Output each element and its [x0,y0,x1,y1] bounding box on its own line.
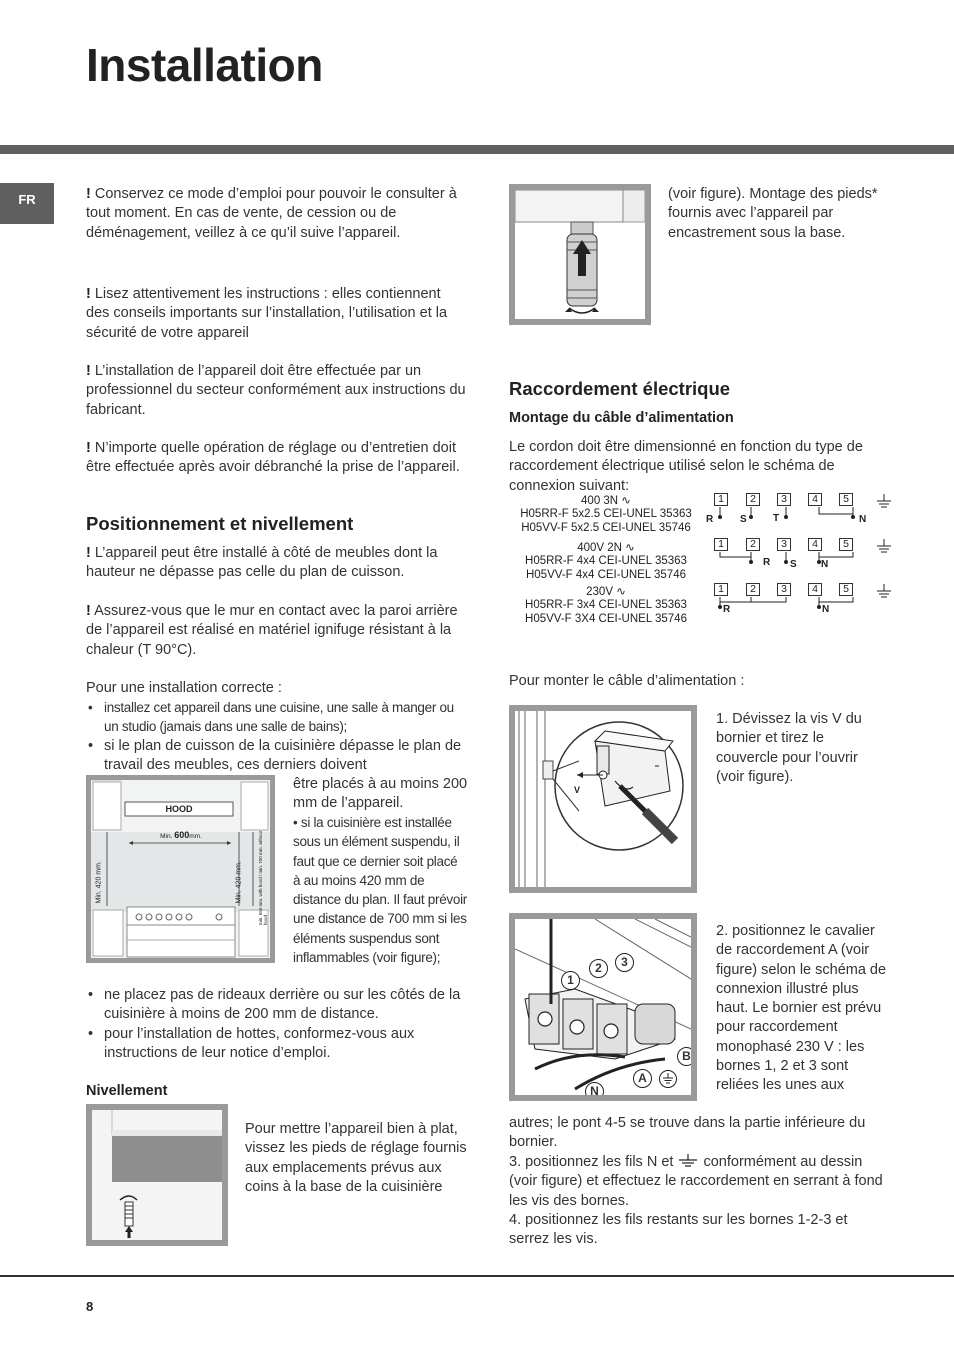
leveling-text: Pour mettre l’appareil bien à plat, vissez les pieds de réglage fournis aux emplacements prévus aux coins à la base de la cuisinière [245,1121,467,1195]
label-r-3: R [723,604,731,615]
callout-b: B [677,1047,696,1066]
wiring-1-cable-a: H05RR-F 5x2.5 CEI-UNEL 35363 [520,508,692,521]
intro-paragraph-4: ! N’importe quelle opération de réglage ou d’entretien doit être effectuée après avoir débranché la prise de l’appareil. [86,440,460,476]
foot-mounting-figure [509,184,651,325]
ground-callout-icon [659,1070,677,1088]
label-s-1: S [740,514,747,525]
label-n-3: N [822,604,830,615]
hood-label: HOOD [165,804,193,814]
callout-3: 3 [615,953,634,972]
cable-paragraph: Le cordon doit être dimensionné en fonction du type de raccordement électrique utilisé selon le schéma de connexion suivant: [509,439,863,494]
screw-v-label: V [574,785,581,795]
step-2-rest-text: autres; le pont 4-5 se trouve dans la partie inférieure du bornier. [509,1115,866,1151]
intro-paragraph-3: ! L’installation de l’appareil doit être effectuée par un professionnel du secteur conformément aux instructions du fabricant. [86,363,466,418]
bullet-1: • installez cet appareil dans une cuisine, une salle à manger ou un studio (jamais dans une salle de bains); [86,698,466,737]
terminal-cover-drawing [515,711,691,887]
intro-paragraph-1: ! Conservez ce mode d’emploi pour pouvoir le consulter à tout moment. En cas de vente, de cession ou de déménagement, veillez à ce qu’il suive l’appareil. [86,186,457,241]
language-tab: FR [0,183,54,224]
page-number: 8 [86,1299,94,1314]
wiring-spec-1 [509,495,703,535]
cable-subheading: Montage du câble d’alimentation [509,410,734,426]
label-t-1: T [773,513,780,524]
foot-mounting-text: (voir figure). Montage des pieds* fournis avec l’appareil par encastrement sous la base. [668,186,878,241]
wiring-2-cable-b: H05VV-F 4x4 CEI-UNEL 35746 [525,568,686,581]
foot-mounting-drawing [515,190,645,319]
wiring-spec-3 [509,586,703,626]
step-3-text: 3. positionnez les fils N et conformément au dessin (voir figure) et effectuez le raccordement en serrant à fond les vis des bornes. [509,1154,883,1209]
wiring-spec-2 [509,542,703,582]
terminal-block-figure [509,913,697,1101]
install-bullets-top [86,698,466,775]
step-2-side-text: 2. positionnez le cavalier de raccordement A (voir figure) selon le schéma de connexion illustré plus haut. Le bornier est prévu pour raccordement monophasé 230 V : les bornes 1, 2 et 3 sont reliées les unes aux [716,923,887,1094]
label-n-2: N [821,559,829,570]
page-title: Installation [86,39,323,91]
leveling-figure [86,1104,228,1246]
intro-paragraph-2: ! Lisez attentivement les instructions : elles contiennent des conseils importants sur l’installation, l’utilisation et la sécurité de votre appareil [86,286,448,341]
min-420-left-label: Min. 420 mm. [95,861,103,904]
mount-cable-intro: Pour monter le câble d’alimentation : [509,673,745,689]
wiring-3-cable-a: H05RR-F 3x4 CEI-UNEL 35363 [525,599,687,612]
step-1-text: 1. Dévissez la vis V du bornier et tirez le couvercle pour l’ouvrir (voir figure). [716,711,862,785]
positioning-paragraph-2: ! Assurez-vous que le mur en contact avec la paroi arrière de l’appareil est réalisé en matériel ignifuge résistant à la chaleur (T 90°C). [86,603,458,658]
hood-clearance-figure [86,775,275,963]
terminal-row-3: 1 2 3 4 5 [714,583,853,596]
wiring-3-cable-b: H05VV-F 3X4 CEI-UNEL 35746 [525,612,687,625]
ground-symbols [877,494,891,597]
terminal-block-drawing [515,919,691,1095]
bullet-4: • pour l’installation de hottes, conformez-vous aux instructions de leur notice d’emploi. [86,1025,466,1064]
callout-n: N [585,1082,604,1101]
min-650-700-label: min. 650 mm. with hood / min. 700 mm. without hood [258,830,268,925]
step-4-text: 4. positionnez les fils restants sur les bornes 1-2-3 et serrez les vis. [509,1212,848,1248]
leveling-heading: Nivellement [86,1083,168,1099]
bullet-3: • ne placez pas de rideaux derrière ou sur les côtés de la cuisinière à moins de 200 mm de distance. [86,986,466,1025]
label-n-1: N [859,514,867,525]
min-420-right-label: Min. 420 mm. [235,861,243,904]
min-600-label: Min. 600mm. [160,830,202,840]
terminal-diagrams [706,492,893,622]
wiring-3-voltage: 230V ∿ [586,586,626,598]
header-divider [0,145,954,154]
positioning-heading: Positionnement et nivellement [86,513,354,534]
ground-icon [677,1154,699,1168]
wiring-1-voltage: 400 3N ∿ [581,495,631,507]
bullet-2: • si le plan de cuisson de la cuisinière dépasse le plan de travail des meubles, ces derniers doivent [86,737,466,776]
wiring-2-voltage: 400V 2N ∿ [577,542,635,554]
leveling-drawing [92,1110,222,1240]
bullet-2-tail: être placés à au moins 200 mm de l’appareil. [293,776,468,812]
hanging-unit-note: • si la cuisinière est installée sous un élément suspendu, il faut que ce dernier soit placé à au moins 420 mm de distance du plan. Il faut prévoir une distance de 700 mm si les éléments suspendus sont inflammables (voir figure); [293,815,467,966]
label-r-1: R [706,514,714,525]
electrical-heading: Raccordement électrique [509,378,731,399]
correct-install-intro: Pour une installation correcte : [86,680,282,696]
label-r-2: R [763,557,771,568]
callout-2: 2 [589,959,608,978]
install-bullets-bottom [86,986,466,1063]
terminal-row-1: 1 2 3 4 5 [714,493,853,506]
wiring-2-cable-a: H05RR-F 4x4 CEI-UNEL 35363 [525,555,687,568]
footer-divider [0,1275,954,1277]
callout-a: A [633,1069,652,1088]
terminal-wiring-lines [713,492,893,622]
terminal-row-2: 1 2 3 4 5 [714,538,853,551]
wiring-1-cable-b: H05VV-F 5x2.5 CEI-UNEL 35746 [521,521,691,534]
positioning-paragraph-1: ! L’appareil peut être installé à côté de meubles dont la hauteur ne dépasse pas celle du plan de cuisson. [86,545,438,581]
label-s-2: S [790,559,797,570]
terminal-cover-figure [509,705,697,893]
callout-1: 1 [561,971,580,990]
